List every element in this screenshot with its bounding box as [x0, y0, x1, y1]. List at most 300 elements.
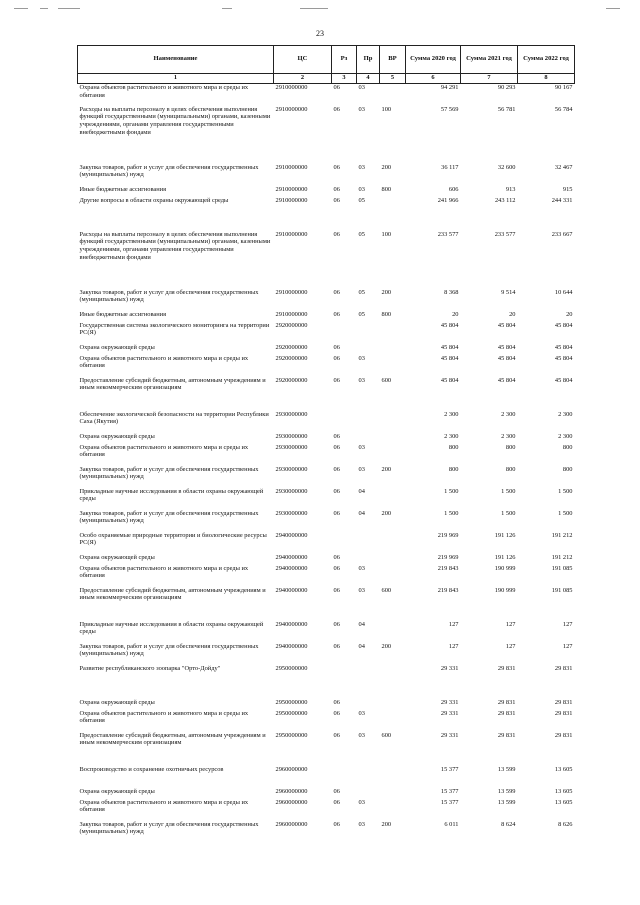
table-row — [78, 488, 575, 510]
row-name: Предоставление субсидий бюджетным, автономным учреждениям и иным некоммерческим организациям — [79, 731, 266, 747]
table-row — [78, 344, 575, 355]
row-name: Обеспечение экологической безопасности на территории Республики Саха (Якутия) — [79, 410, 269, 426]
row-vr — [380, 665, 406, 699]
row-name: Расходы на выплаты персоналу в целях обеспечения выполнения функций государственными (муниципальными) органами, казенными учреждениями, органами управления государственными внебюджетными фондами — [79, 230, 271, 261]
row-sum-2021: 29 831 — [497, 664, 516, 672]
row-cs: 2950000000 — [275, 664, 308, 672]
row-sum-2022: 127 — [562, 620, 573, 628]
row-rz: 06 — [333, 487, 340, 495]
row-vr — [380, 197, 406, 231]
row-sum-2021: 45 804 — [497, 321, 516, 329]
row-sum-2022: 191 212 — [551, 531, 573, 539]
row-sum-2022: 45 804 — [554, 354, 573, 362]
row-vr — [380, 84, 406, 106]
row-vr — [380, 710, 406, 732]
row-name: Охрана окружающей среды — [79, 432, 155, 440]
row-sum-2021: 190 999 — [494, 586, 516, 594]
row-sum-2022: 191 085 — [551, 586, 573, 594]
row-cs: 2930000000 — [275, 465, 308, 473]
row-pr — [357, 433, 380, 444]
row-vr — [380, 532, 406, 554]
row-sum-2022: 1 500 — [558, 509, 573, 517]
row-rz: 06 — [333, 642, 340, 650]
row-sum-2021: 190 999 — [494, 564, 516, 572]
row-name: Охрана окружающей среды — [79, 787, 155, 795]
row-cs: 2910000000 — [275, 288, 308, 296]
column-number: 7 — [461, 74, 518, 84]
row-sum-2022: 2 300 — [558, 410, 573, 418]
table-row — [78, 710, 575, 732]
table-row — [78, 799, 575, 821]
row-sum-2022: 13 605 — [554, 798, 573, 806]
row-sum-2022: 32 467 — [554, 163, 573, 171]
row-sum-2020: 45 804 — [440, 343, 459, 351]
row-cs: 2910000000 — [275, 196, 308, 204]
row-sum-2020: 2 300 — [444, 432, 459, 440]
row-vr — [380, 444, 406, 466]
row-pr: 03 — [358, 185, 365, 193]
row-vr: 600 — [381, 586, 392, 594]
row-sum-2021: 191 126 — [494, 553, 516, 561]
row-cs: 2930000000 — [275, 509, 308, 517]
row-sum-2022: 45 804 — [554, 376, 573, 384]
row-rz: 06 — [333, 343, 340, 351]
row-sum-2020: 219 969 — [437, 553, 459, 561]
row-rz: 06 — [333, 798, 340, 806]
row-cs: 2940000000 — [275, 564, 308, 572]
row-vr: 200 — [381, 642, 392, 650]
row-name: Охрана объектов растительного и животного мира и среды их обитания — [79, 564, 249, 580]
row-sum-2021: 1 500 — [501, 509, 516, 517]
scan-artifact-line — [222, 8, 232, 9]
row-sum-2021: 32 600 — [497, 163, 516, 171]
row-cs: 2920000000 — [275, 376, 308, 384]
row-rz: 06 — [333, 586, 340, 594]
row-rz — [332, 322, 357, 344]
row-name: Закупка товаров, работ и услуг для обеспечения государственных (муниципальных) нужд — [79, 163, 259, 179]
row-cs: 2940000000 — [275, 642, 308, 650]
row-rz: 06 — [333, 709, 340, 717]
row-cs: 2910000000 — [275, 105, 308, 113]
row-sum-2020: 57 569 — [440, 105, 459, 113]
table-row — [78, 621, 575, 643]
row-sum-2020: 6 011 — [444, 820, 459, 828]
row-sum-2022: 800 — [562, 443, 573, 451]
row-sum-2021: 29 831 — [497, 709, 516, 717]
row-vr — [380, 433, 406, 444]
row-rz: 06 — [333, 698, 340, 706]
row-sum-2021: 8 624 — [501, 820, 516, 828]
row-pr: 03 — [358, 586, 365, 594]
row-pr: 05 — [358, 310, 365, 318]
row-pr: 03 — [358, 731, 365, 739]
row-sum-2021: 913 — [505, 185, 516, 193]
column-number: 8 — [518, 74, 575, 84]
table-row — [78, 433, 575, 444]
row-sum-2020: 127 — [448, 642, 459, 650]
row-name: Развитие республиканского зоопарка "Орто-Дойду" — [79, 664, 221, 672]
table-row — [78, 532, 575, 554]
row-sum-2020: 20 — [452, 310, 459, 318]
row-sum-2020: 219 843 — [437, 586, 459, 594]
row-sum-2020: 29 331 — [440, 664, 459, 672]
row-vr — [380, 621, 406, 643]
row-rz: 06 — [333, 465, 340, 473]
row-pr — [357, 322, 380, 344]
row-sum-2021: 243 112 — [494, 196, 516, 204]
row-sum-2022: 13 605 — [554, 787, 573, 795]
row-sum-2021: 56 781 — [497, 105, 516, 113]
row-name: Воспроизводство и сохранение охотничьих ресурсов — [79, 765, 224, 773]
row-rz — [332, 766, 357, 788]
row-rz: 06 — [333, 620, 340, 628]
row-cs: 2920000000 — [275, 321, 308, 329]
row-pr: 03 — [358, 84, 365, 91]
row-pr: 05 — [358, 288, 365, 296]
row-name: Расходы на выплаты персоналу в целях обеспечения выполнения функций государственными (муниципальными) органами, казенными учреждениями, органами управления государственными внебюджетными фондами — [79, 105, 271, 136]
row-sum-2021: 29 831 — [497, 698, 516, 706]
column-number: 6 — [406, 74, 461, 84]
row-pr: 04 — [358, 509, 365, 517]
header-pr: Пр — [357, 46, 380, 74]
row-sum-2020: 800 — [448, 443, 459, 451]
scan-artifact-line — [58, 8, 80, 9]
row-sum-2020: 606 — [448, 185, 459, 193]
row-vr: 200 — [381, 163, 392, 171]
row-cs: 2930000000 — [275, 443, 308, 451]
row-cs: 2960000000 — [275, 765, 308, 773]
row-vr — [380, 554, 406, 565]
row-rz: 06 — [333, 443, 340, 451]
row-name: Охрана объектов растительного и животного мира и среды их обитания — [79, 798, 249, 814]
row-rz: 06 — [333, 105, 340, 113]
row-pr: 03 — [358, 105, 365, 113]
row-vr — [380, 411, 406, 433]
row-sum-2022: 800 — [562, 465, 573, 473]
header-sum-2022: Сумма 2022 год — [518, 46, 575, 74]
row-pr: 05 — [358, 196, 365, 204]
row-name: Иные бюджетные ассигнования — [79, 310, 167, 318]
row-sum-2020: 219 843 — [437, 564, 459, 572]
row-pr — [357, 554, 380, 565]
row-sum-2020: 800 — [448, 465, 459, 473]
row-sum-2021: 13 599 — [497, 765, 516, 773]
row-name: Государственная система экологического мониторинга на территории РС(Я) — [79, 321, 270, 337]
row-vr — [380, 766, 406, 788]
row-vr — [380, 488, 406, 510]
table-row — [78, 587, 575, 621]
row-sum-2021: 45 804 — [497, 376, 516, 384]
scan-artifact-line — [300, 8, 328, 9]
table-row — [78, 821, 575, 843]
table-row — [78, 510, 575, 532]
row-rz: 06 — [333, 185, 340, 193]
row-cs: 2960000000 — [275, 787, 308, 795]
row-name: Охрана окружающей среды — [79, 698, 155, 706]
row-sum-2021: 13 599 — [497, 798, 516, 806]
table-row — [78, 665, 575, 699]
row-sum-2022: 233 667 — [551, 230, 573, 238]
row-rz: 06 — [333, 553, 340, 561]
row-name: Закупка товаров, работ и услуг для обеспечения государственных (муниципальных) нужд — [79, 820, 259, 836]
table-row — [78, 377, 575, 411]
row-cs: 2940000000 — [275, 553, 308, 561]
row-rz: 06 — [333, 230, 340, 238]
row-sum-2020: 1 500 — [444, 487, 459, 495]
row-vr: 100 — [381, 230, 392, 238]
table-row — [78, 766, 575, 788]
row-name: Прикладные научные исследования в области охраны окружающей среды — [79, 620, 264, 636]
row-cs: 2910000000 — [275, 163, 308, 171]
row-pr: 05 — [358, 230, 365, 238]
row-sum-2021: 90 293 — [497, 84, 516, 91]
row-rz: 06 — [333, 376, 340, 384]
row-sum-2020: 15 377 — [440, 765, 459, 773]
row-rz: 06 — [333, 196, 340, 204]
row-sum-2020: 219 969 — [437, 531, 459, 539]
row-cs: 2950000000 — [275, 698, 308, 706]
row-vr: 600 — [381, 376, 392, 384]
row-pr: 04 — [358, 620, 365, 628]
row-sum-2022: 191 212 — [551, 553, 573, 561]
row-rz — [332, 411, 357, 433]
row-sum-2021: 233 577 — [494, 230, 516, 238]
row-vr: 200 — [381, 509, 392, 517]
row-vr: 600 — [381, 731, 392, 739]
row-cs: 2940000000 — [275, 620, 308, 628]
row-pr — [357, 788, 380, 799]
row-rz: 06 — [333, 288, 340, 296]
table-row — [78, 84, 575, 106]
row-cs: 2910000000 — [275, 230, 308, 238]
row-sum-2022: 915 — [562, 185, 573, 193]
row-pr: 03 — [358, 709, 365, 717]
row-rz: 06 — [333, 354, 340, 362]
table-row — [78, 643, 575, 665]
row-vr: 800 — [381, 185, 392, 193]
row-rz: 06 — [333, 509, 340, 517]
table-row — [78, 732, 575, 766]
row-cs: 2930000000 — [275, 410, 308, 418]
row-rz — [332, 665, 357, 699]
row-sum-2021: 127 — [505, 642, 516, 650]
row-name: Охрана объектов растительного и животного мира и среды их обитания — [79, 84, 249, 99]
column-number: 4 — [357, 74, 380, 84]
table-row — [78, 231, 575, 289]
row-pr: 04 — [358, 487, 365, 495]
table-row — [78, 289, 575, 311]
row-rz — [332, 532, 357, 554]
row-sum-2020: 15 377 — [440, 798, 459, 806]
header-sum-2020: Сумма 2020 год — [406, 46, 461, 74]
row-vr — [380, 322, 406, 344]
row-cs: 2940000000 — [275, 586, 308, 594]
table-row — [78, 355, 575, 377]
row-sum-2021: 2 300 — [501, 410, 516, 418]
table-row — [78, 186, 575, 197]
row-pr — [357, 532, 380, 554]
row-sum-2022: 56 784 — [554, 105, 573, 113]
row-cs: 2910000000 — [275, 185, 308, 193]
row-pr — [357, 344, 380, 355]
budget-table — [77, 45, 575, 843]
row-cs: 2960000000 — [275, 798, 308, 806]
row-sum-2022: 13 605 — [554, 765, 573, 773]
header-vr: ВР — [380, 46, 406, 74]
header-name: Наименование — [78, 46, 274, 74]
row-vr — [380, 565, 406, 587]
row-sum-2021: 127 — [505, 620, 516, 628]
row-pr: 03 — [358, 163, 365, 171]
row-sum-2021: 9 514 — [501, 288, 516, 296]
row-sum-2022: 29 831 — [554, 664, 573, 672]
row-name: Прикладные научные исследования в области охраны окружающей среды — [79, 487, 264, 503]
header-sum-2021: Сумма 2021 год — [461, 46, 518, 74]
table-row — [78, 788, 575, 799]
row-vr: 200 — [381, 288, 392, 296]
row-sum-2020: 45 804 — [440, 376, 459, 384]
row-sum-2021: 191 126 — [494, 531, 516, 539]
row-name: Особо охраняемые природные территории и биологические ресурсы РС(Я) — [79, 531, 267, 547]
row-cs: 2950000000 — [275, 731, 308, 739]
row-sum-2020: 94 291 — [440, 84, 459, 91]
row-sum-2022: 191 085 — [551, 564, 573, 572]
scan-artifact-line — [40, 8, 48, 9]
row-name: Иные бюджетные ассигнования — [79, 185, 167, 193]
row-sum-2022: 1 500 — [558, 487, 573, 495]
row-name: Охрана окружающей среды — [79, 553, 155, 561]
row-name: Охрана окружающей среды — [79, 343, 155, 351]
row-sum-2021: 2 300 — [501, 432, 516, 440]
row-sum-2022: 10 644 — [554, 288, 573, 296]
row-pr — [357, 665, 380, 699]
row-sum-2022: 29 831 — [554, 698, 573, 706]
row-vr: 200 — [381, 820, 392, 828]
row-sum-2022: 8 626 — [558, 820, 573, 828]
row-vr: 800 — [381, 310, 392, 318]
row-name: Охрана объектов растительного и животного мира и среды их обитания — [79, 443, 249, 459]
row-vr — [380, 788, 406, 799]
row-sum-2022: 29 831 — [554, 731, 573, 739]
row-pr: 03 — [358, 820, 365, 828]
row-sum-2022: 2 300 — [558, 432, 573, 440]
row-name: Предоставление субсидий бюджетным, автономным учреждениям и иным некоммерческим организациям — [79, 376, 266, 392]
row-rz: 06 — [333, 820, 340, 828]
row-sum-2020: 233 577 — [437, 230, 459, 238]
column-number: 1 — [78, 74, 274, 84]
table-header-row — [78, 46, 575, 74]
row-cs: 2920000000 — [275, 354, 308, 362]
row-sum-2022: 45 804 — [554, 343, 573, 351]
column-number: 5 — [380, 74, 406, 84]
row-sum-2021: 800 — [505, 443, 516, 451]
row-name: Закупка товаров, работ и услуг для обеспечения государственных (муниципальных) нужд — [79, 465, 259, 481]
row-name: Охрана объектов растительного и животного мира и среды их обитания — [79, 709, 249, 725]
page-number: 23 — [316, 29, 324, 38]
row-rz: 06 — [333, 564, 340, 572]
scan-artifact-line — [14, 8, 28, 9]
row-sum-2020: 45 804 — [440, 321, 459, 329]
column-number-row — [78, 74, 575, 84]
row-sum-2022: 20 — [566, 310, 573, 318]
row-cs: 2940000000 — [275, 531, 308, 539]
row-sum-2020: 2 300 — [444, 410, 459, 418]
column-number: 3 — [332, 74, 357, 84]
row-sum-2021: 20 — [509, 310, 516, 318]
row-cs: 2950000000 — [275, 709, 308, 717]
row-rz: 06 — [333, 163, 340, 171]
table-row — [78, 106, 575, 164]
row-sum-2020: 29 331 — [440, 709, 459, 717]
row-sum-2020: 29 331 — [440, 698, 459, 706]
row-sum-2020: 127 — [448, 620, 459, 628]
row-sum-2021: 45 804 — [497, 343, 516, 351]
row-sum-2022: 244 331 — [551, 196, 573, 204]
row-cs: 2960000000 — [275, 820, 308, 828]
row-name: Другие вопросы в области охраны окружающей среды — [79, 196, 229, 204]
row-vr: 200 — [381, 465, 392, 473]
table-row — [78, 554, 575, 565]
row-rz: 06 — [333, 787, 340, 795]
row-rz: 06 — [333, 310, 340, 318]
column-number: 2 — [274, 74, 332, 84]
row-sum-2022: 45 804 — [554, 321, 573, 329]
row-pr: 03 — [358, 798, 365, 806]
row-sum-2020: 8 368 — [444, 288, 459, 296]
table-row — [78, 322, 575, 344]
row-cs: 2930000000 — [275, 432, 308, 440]
row-sum-2022: 29 831 — [554, 709, 573, 717]
table-row — [78, 197, 575, 231]
table-row — [78, 444, 575, 466]
row-sum-2020: 29 331 — [440, 731, 459, 739]
row-pr — [357, 699, 380, 710]
row-pr: 03 — [358, 443, 365, 451]
table-row — [78, 311, 575, 322]
row-name: Закупка товаров, работ и услуг для обеспечения государственных (муниципальных) нужд — [79, 642, 259, 658]
row-sum-2022: 127 — [562, 642, 573, 650]
row-rz: 06 — [333, 432, 340, 440]
row-vr — [380, 699, 406, 710]
row-sum-2020: 45 804 — [440, 354, 459, 362]
row-sum-2021: 1 500 — [501, 487, 516, 495]
row-sum-2021: 45 804 — [497, 354, 516, 362]
row-sum-2020: 36 117 — [441, 163, 459, 171]
table-row — [78, 565, 575, 587]
row-vr — [380, 344, 406, 355]
row-name: Охрана объектов растительного и животного мира и среды их обитания — [79, 354, 249, 370]
row-vr: 100 — [381, 105, 392, 113]
row-cs: 2920000000 — [275, 343, 308, 351]
row-sum-2021: 13 599 — [497, 787, 516, 795]
row-pr — [357, 411, 380, 433]
header-cs: ЦС — [274, 46, 332, 74]
row-cs: 2910000000 — [275, 84, 308, 91]
table-row — [78, 164, 575, 186]
table-row — [78, 411, 575, 433]
row-name: Предоставление субсидий бюджетным, автономным учреждениям и иным некоммерческим организациям — [79, 586, 266, 602]
row-pr: 03 — [358, 376, 365, 384]
row-sum-2020: 241 966 — [437, 196, 459, 204]
row-sum-2021: 800 — [505, 465, 516, 473]
row-cs: 2910000000 — [275, 310, 308, 318]
row-vr — [380, 355, 406, 377]
row-cs: 2930000000 — [275, 487, 308, 495]
row-rz: 06 — [333, 731, 340, 739]
row-rz: 06 — [333, 84, 340, 91]
row-sum-2021: 29 831 — [497, 731, 516, 739]
row-vr — [380, 799, 406, 821]
